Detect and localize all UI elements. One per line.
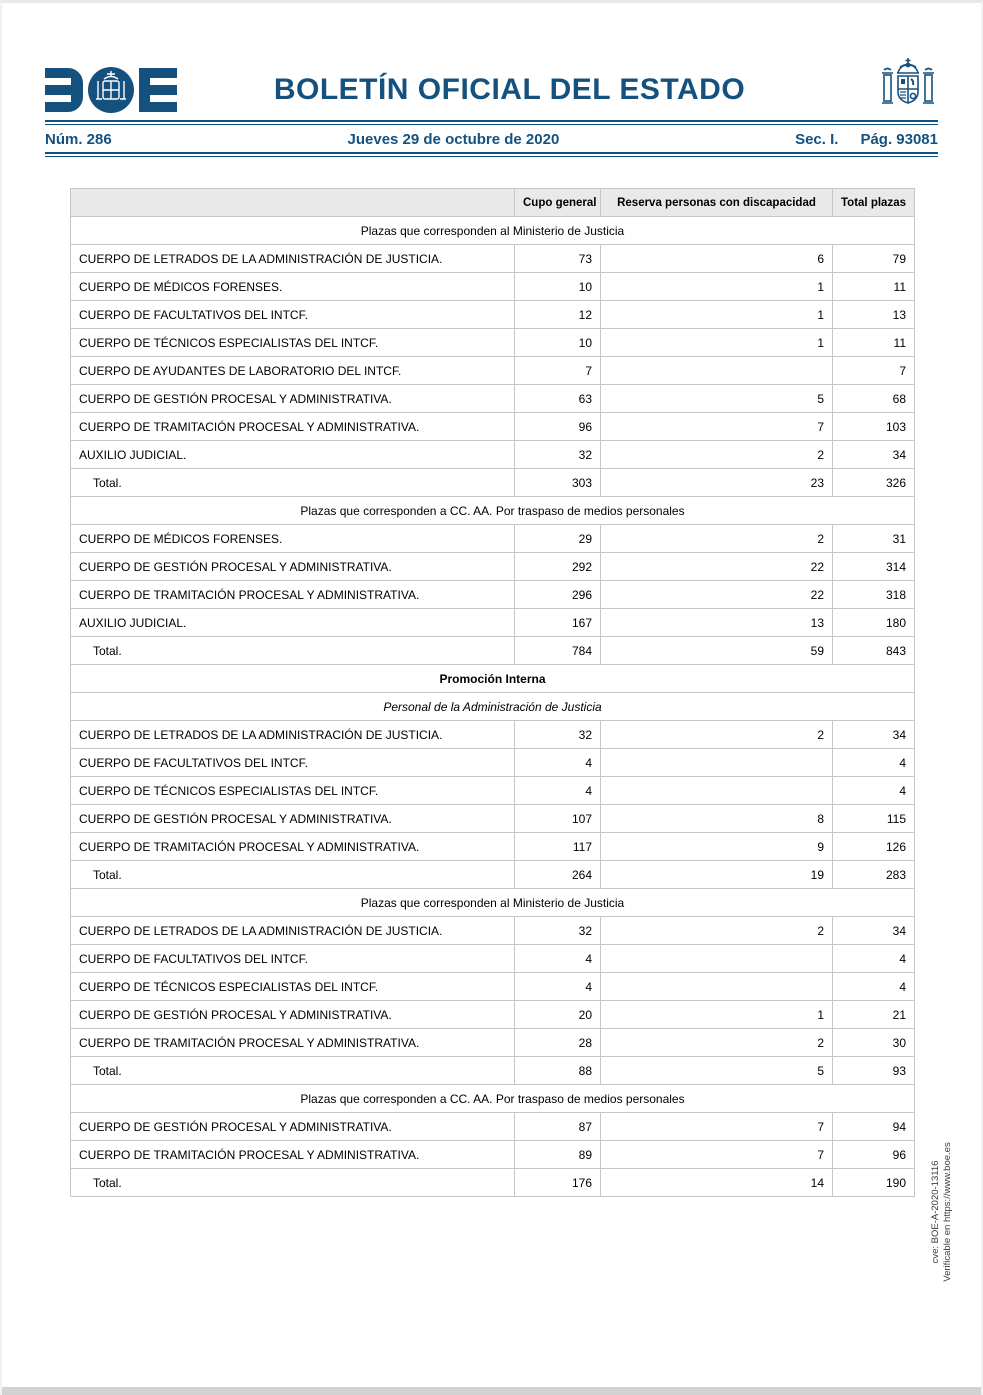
cell-cupo: 89	[515, 1141, 601, 1169]
cell-cupo: 12	[515, 301, 601, 329]
page-footer-bar	[2, 1387, 981, 1395]
cell-cupo: 4	[515, 945, 601, 973]
cve-side-note	[930, 1123, 954, 1301]
cell-total: 4	[833, 973, 915, 1001]
cell-total: 314	[833, 553, 915, 581]
cell-cupo: 296	[515, 581, 601, 609]
row-label: CUERPO DE AYUDANTES DE LABORATORIO DEL INTCF.	[71, 357, 515, 385]
cell-cupo: 7	[515, 357, 601, 385]
cell-reserva: 2	[601, 721, 833, 749]
section-label: Plazas que corresponden a CC. AA. Por traspaso de medios personales	[71, 497, 915, 525]
cell-reserva: 13	[601, 609, 833, 637]
cell-cupo: 264	[515, 861, 601, 889]
cve-code: cve: BOE-A-2020-13116	[930, 1160, 941, 1264]
cell-cupo: 32	[515, 441, 601, 469]
table-row	[71, 749, 915, 777]
cell-reserva	[601, 973, 833, 1001]
cell-reserva: 5	[601, 1057, 833, 1085]
row-label: Total.	[71, 469, 515, 497]
cell-total: 21	[833, 1001, 915, 1029]
cell-reserva: 5	[601, 385, 833, 413]
spain-coat-of-arms-icon	[878, 57, 938, 124]
row-label: CUERPO DE MÉDICOS FORENSES.	[71, 273, 515, 301]
cell-reserva: 9	[601, 833, 833, 861]
row-label: CUERPO DE GESTIÓN PROCESAL Y ADMINISTRATIVA.	[71, 805, 515, 833]
section-label: Sec. I.	[795, 130, 839, 148]
cell-reserva: 14	[601, 1169, 833, 1197]
row-label: CUERPO DE GESTIÓN PROCESAL Y ADMINISTRATIVA.	[71, 1113, 515, 1141]
table-row	[71, 973, 915, 1001]
row-label: CUERPO DE LETRADOS DE LA ADMINISTRACIÓN DE JUSTICIA.	[71, 721, 515, 749]
cell-reserva: 7	[601, 1141, 833, 1169]
row-label: Total.	[71, 861, 515, 889]
cell-reserva: 1	[601, 273, 833, 301]
section-row	[71, 693, 915, 721]
total-row	[71, 469, 915, 497]
cell-reserva: 1	[601, 1001, 833, 1029]
plazas-table	[70, 188, 915, 1197]
table-row	[71, 609, 915, 637]
table-row	[71, 1113, 915, 1141]
table-row	[71, 525, 915, 553]
table-row	[71, 917, 915, 945]
cell-cupo: 32	[515, 917, 601, 945]
page-title: BOLETÍN OFICIAL DEL ESTADO	[273, 73, 746, 106]
cell-cupo: 63	[515, 385, 601, 413]
cell-total: 79	[833, 245, 915, 273]
total-row	[71, 637, 915, 665]
section-label: Plazas que corresponden a CC. AA. Por traspaso de medios personales	[71, 1085, 915, 1113]
row-label: CUERPO DE FACULTATIVOS DEL INTCF.	[71, 301, 515, 329]
row-label: CUERPO DE GESTIÓN PROCESAL Y ADMINISTRATIVA.	[71, 553, 515, 581]
cell-cupo: 88	[515, 1057, 601, 1085]
row-label: CUERPO DE LETRADOS DE LA ADMINISTRACIÓN DE JUSTICIA.	[71, 917, 515, 945]
table-row	[71, 581, 915, 609]
cell-cupo: 29	[515, 525, 601, 553]
cell-cupo: 73	[515, 245, 601, 273]
table-row	[71, 357, 915, 385]
row-label: CUERPO DE TÉCNICOS ESPECIALISTAS DEL INTCF.	[71, 777, 515, 805]
cell-cupo: 4	[515, 973, 601, 1001]
section-row	[71, 889, 915, 917]
cell-cupo: 107	[515, 805, 601, 833]
section-row	[71, 217, 915, 245]
row-label: CUERPO DE GESTIÓN PROCESAL Y ADMINISTRATIVA.	[71, 385, 515, 413]
cell-reserva: 1	[601, 301, 833, 329]
cell-total: 68	[833, 385, 915, 413]
row-label: AUXILIO JUDICIAL.	[71, 441, 515, 469]
cell-cupo: 20	[515, 1001, 601, 1029]
cell-reserva: 59	[601, 637, 833, 665]
cell-cupo: 4	[515, 749, 601, 777]
section-row	[71, 497, 915, 525]
cell-reserva: 1	[601, 329, 833, 357]
section-row	[71, 665, 915, 693]
cell-reserva: 7	[601, 413, 833, 441]
cell-total: 34	[833, 917, 915, 945]
cell-total: 180	[833, 609, 915, 637]
column-header-empty	[71, 189, 515, 217]
table-row	[71, 329, 915, 357]
boe-logo	[45, 68, 177, 112]
cell-total: 326	[833, 469, 915, 497]
section-label: Promoción Interna	[71, 665, 915, 693]
cell-reserva: 7	[601, 1113, 833, 1141]
table-row	[71, 777, 915, 805]
section-label: Personal de la Administración de Justicia	[71, 693, 915, 721]
cell-total: 7	[833, 357, 915, 385]
cell-total: 30	[833, 1029, 915, 1057]
header-rule-bottom	[45, 152, 938, 157]
cell-reserva: 2	[601, 917, 833, 945]
plazas-table-body	[71, 217, 915, 1197]
cell-cupo: 117	[515, 833, 601, 861]
boe-logo-letter-e-icon	[139, 68, 177, 112]
cell-cupo: 292	[515, 553, 601, 581]
total-row	[71, 1169, 915, 1197]
header-rule-top	[45, 120, 938, 125]
cell-total: 4	[833, 777, 915, 805]
cell-reserva: 2	[601, 525, 833, 553]
row-label: CUERPO DE FACULTATIVOS DEL INTCF.	[71, 749, 515, 777]
info-bar	[45, 127, 938, 151]
cell-reserva: 8	[601, 805, 833, 833]
row-label: AUXILIO JUDICIAL.	[71, 609, 515, 637]
issue-date: Jueves 29 de octubre de 2020	[347, 130, 560, 148]
cell-total: 96	[833, 1141, 915, 1169]
table-row	[71, 1029, 915, 1057]
plazas-table-header	[71, 189, 915, 217]
issue-number: Núm. 286	[45, 130, 112, 148]
cell-reserva	[601, 749, 833, 777]
row-label: CUERPO DE TRAMITACIÓN PROCESAL Y ADMINISTRATIVA.	[71, 1141, 515, 1169]
cell-reserva: 23	[601, 469, 833, 497]
cell-reserva: 2	[601, 1029, 833, 1057]
cell-total: 13	[833, 301, 915, 329]
row-label: CUERPO DE TRAMITACIÓN PROCESAL Y ADMINISTRATIVA.	[71, 581, 515, 609]
cve-verify-url: Verificable en https://www.boe.es	[942, 1142, 953, 1282]
cell-total: 318	[833, 581, 915, 609]
row-label: CUERPO DE LETRADOS DE LA ADMINISTRACIÓN DE JUSTICIA.	[71, 245, 515, 273]
row-label: Total.	[71, 637, 515, 665]
table-row	[71, 1001, 915, 1029]
row-label: Total.	[71, 1057, 515, 1085]
table-row	[71, 273, 915, 301]
cell-cupo: 10	[515, 273, 601, 301]
row-label: CUERPO DE GESTIÓN PROCESAL Y ADMINISTRATIVA.	[71, 1001, 515, 1029]
cell-reserva	[601, 945, 833, 973]
row-label: Total.	[71, 1169, 515, 1197]
cell-cupo: 10	[515, 329, 601, 357]
total-row	[71, 861, 915, 889]
section-label: Plazas que corresponden al Ministerio de Justicia	[71, 217, 915, 245]
section-label: Plazas que corresponden al Ministerio de Justicia	[71, 889, 915, 917]
table-row	[71, 441, 915, 469]
cell-total: 115	[833, 805, 915, 833]
cell-reserva: 22	[601, 581, 833, 609]
row-label: CUERPO DE TÉCNICOS ESPECIALISTAS DEL INTCF.	[71, 329, 515, 357]
cell-total: 126	[833, 833, 915, 861]
cell-total: 4	[833, 945, 915, 973]
table-row	[71, 805, 915, 833]
row-label: CUERPO DE FACULTATIVOS DEL INTCF.	[71, 945, 515, 973]
cell-reserva	[601, 777, 833, 805]
cell-reserva: 2	[601, 441, 833, 469]
cell-total: 34	[833, 441, 915, 469]
section-row	[71, 1085, 915, 1113]
table-row	[71, 553, 915, 581]
cell-total: 843	[833, 637, 915, 665]
page-number: Pág. 93081	[860, 130, 938, 148]
table-row	[71, 721, 915, 749]
cell-cupo: 784	[515, 637, 601, 665]
cell-cupo: 167	[515, 609, 601, 637]
column-header-cupo-general: Cupo general	[515, 189, 601, 217]
table-row	[71, 833, 915, 861]
row-label: CUERPO DE TRAMITACIÓN PROCESAL Y ADMINISTRATIVA.	[71, 833, 515, 861]
cell-total: 94	[833, 1113, 915, 1141]
cell-reserva: 22	[601, 553, 833, 581]
cell-total: 283	[833, 861, 915, 889]
table-row	[71, 1141, 915, 1169]
cell-cupo: 87	[515, 1113, 601, 1141]
row-label: CUERPO DE TRAMITACIÓN PROCESAL Y ADMINISTRATIVA.	[71, 1029, 515, 1057]
column-header-reserva-discapacidad: Reserva personas con discapacidad	[601, 189, 833, 217]
cell-cupo: 32	[515, 721, 601, 749]
row-label: CUERPO DE TRAMITACIÓN PROCESAL Y ADMINISTRATIVA.	[71, 413, 515, 441]
cell-total: 103	[833, 413, 915, 441]
cell-cupo: 4	[515, 777, 601, 805]
cell-cupo: 96	[515, 413, 601, 441]
cell-reserva	[601, 357, 833, 385]
cell-total: 190	[833, 1169, 915, 1197]
row-label: CUERPO DE MÉDICOS FORENSES.	[71, 525, 515, 553]
boe-logo-letter-b-icon	[45, 68, 83, 112]
total-row	[71, 1057, 915, 1085]
table-row	[71, 945, 915, 973]
column-header-total-plazas: Total plazas	[833, 189, 915, 217]
cell-reserva: 19	[601, 861, 833, 889]
cell-cupo: 28	[515, 1029, 601, 1057]
cell-total: 4	[833, 749, 915, 777]
masthead	[45, 61, 938, 119]
table-row	[71, 385, 915, 413]
table-row	[71, 245, 915, 273]
cell-total: 11	[833, 273, 915, 301]
table-row	[71, 413, 915, 441]
cell-total: 93	[833, 1057, 915, 1085]
cell-total: 11	[833, 329, 915, 357]
row-label: CUERPO DE TÉCNICOS ESPECIALISTAS DEL INTCF.	[71, 973, 515, 1001]
cell-cupo: 303	[515, 469, 601, 497]
table-row	[71, 301, 915, 329]
boe-logo-emblem-icon	[88, 67, 134, 113]
cell-total: 31	[833, 525, 915, 553]
cell-total: 34	[833, 721, 915, 749]
cell-reserva: 6	[601, 245, 833, 273]
cell-cupo: 176	[515, 1169, 601, 1197]
